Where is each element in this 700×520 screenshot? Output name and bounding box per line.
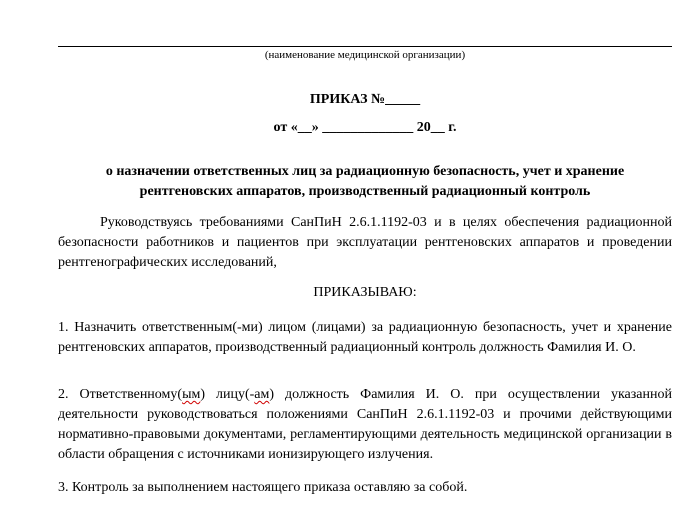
order-directive-heading: ПРИКАЗЫВАЮ: [313,285,417,300]
spellcheck-flag-2: ам [254,387,270,402]
order-item-2-text-middle: ) лицу(- [200,387,255,402]
order-item-2-text-start: 2. Ответственному( [58,387,183,402]
order-title: ПРИКАЗ №_____ [309,92,421,107]
order-item-2-text-end: ) должность Фамилия И. О. при осуществлении указанной деятельности руководствоваться положениями СанПиН 2.6.1.1192-03 и прочими действующими нормативно-правовыми документами, регламентирующими деятельность медицинской организации в области обращения с источниками ионизирующего излучения. [58,387,672,462]
order-subject: о назначении ответственных лиц за радиационную безопасность, учет и хранение рентгеновских аппаратов, производственный радиационный контроль [105,164,625,199]
order-item-2 [58,385,672,465]
spellcheck-flag-1: ым [182,387,201,402]
order-item-3: 3. Контроль за выполнением настоящего приказа оставляю за собой. [58,480,468,495]
organization-name-line [58,46,672,47]
order-date-line: от «__» _____________ 20__ г. [273,120,457,135]
intro-paragraph: Руководствуясь требованиями СанПиН 2.6.1.1192-03 и в целях обеспечения радиационной безопасности работников и пациентов при эксплуатации рентгеновских аппаратов и проведении рентгенографических исследований, [58,215,672,270]
organization-caption: (наименование медицинской организации) [264,49,466,61]
order-item-1: 1. Назначить ответственным(-ми) лицом (лицами) за радиационную безопасность, учет и хранение рентгеновских аппаратов, производственный радиационный контроль должность Фамилия И. О. [58,320,672,355]
